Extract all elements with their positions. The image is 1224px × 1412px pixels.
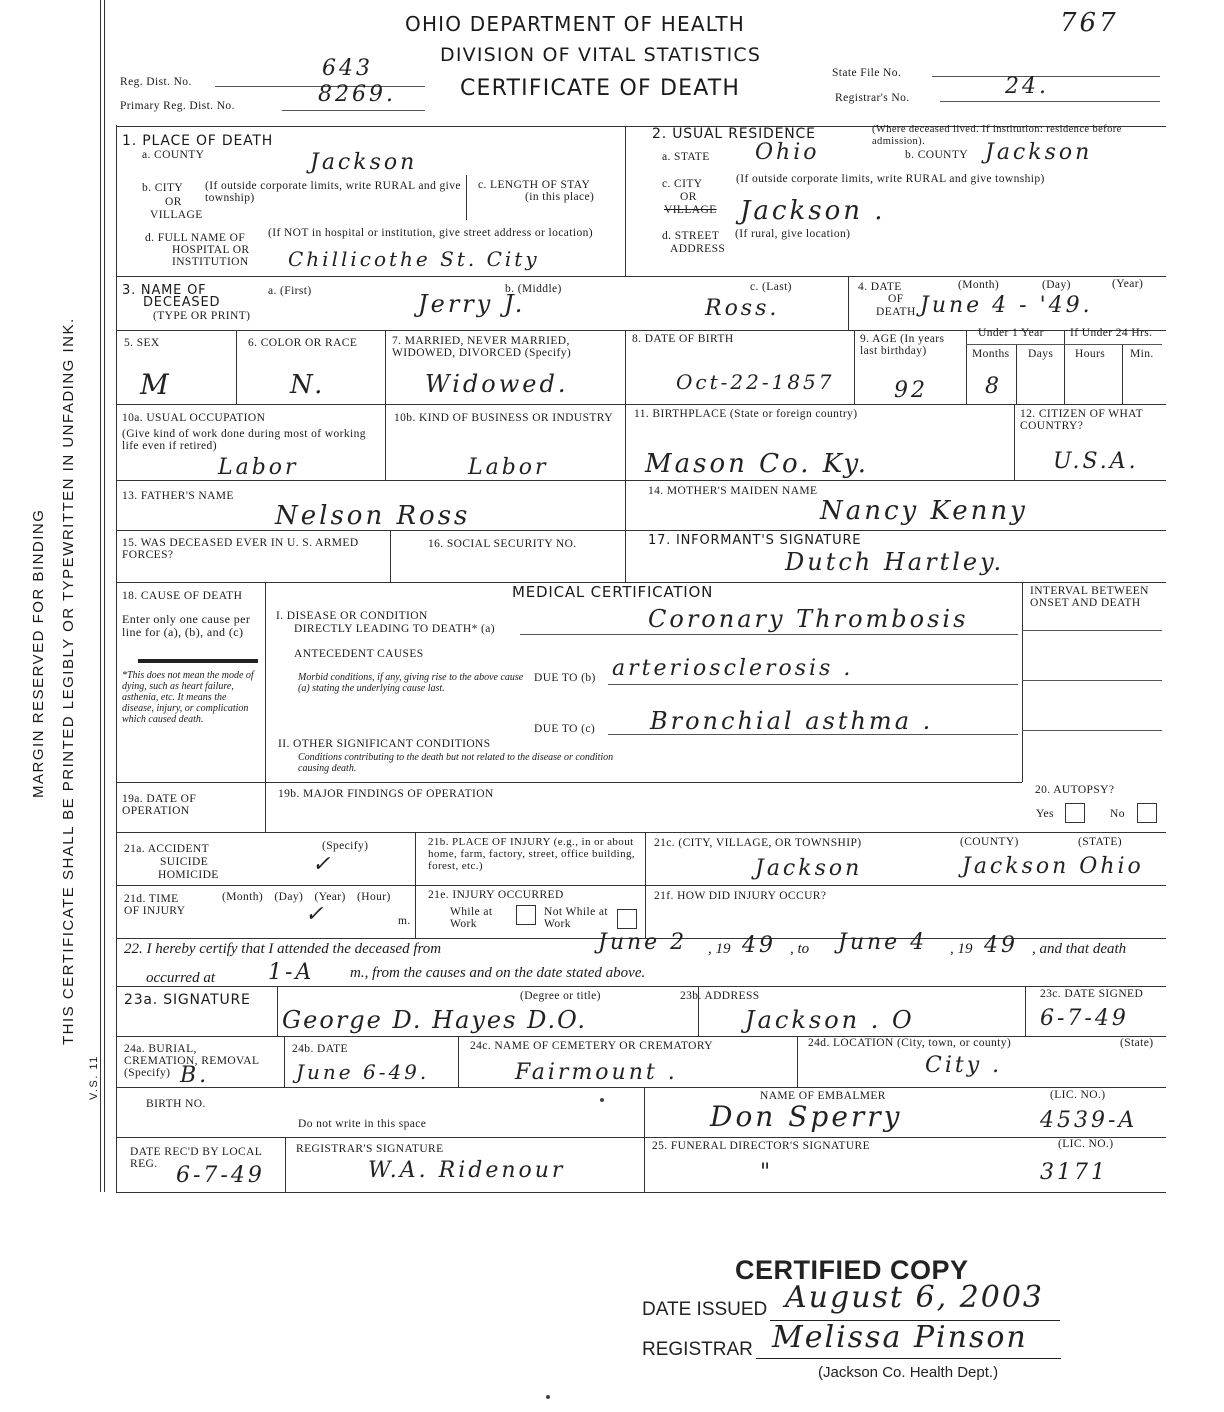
pod-hospital-label-c: INSTITUTION (172, 256, 249, 268)
time-injury-label: 21d. TIME OF INJURY (124, 893, 186, 917)
registrar-line (756, 1358, 1061, 1359)
vdiv-22 (458, 1036, 459, 1087)
pod-stay-label: c. LENGTH OF STAY (478, 179, 591, 191)
vdiv-11 (1122, 344, 1123, 404)
certify-to-value: June 4 (838, 930, 928, 955)
vdiv-5 (385, 330, 386, 480)
health-dept-label: (Jackson Co. Health Dept.) (818, 1364, 999, 1381)
vdiv-14 (265, 582, 266, 832)
dod-month-label: (Month) (958, 279, 1000, 291)
place-injury-label: 21b. PLACE OF INJURY (e.g., in or about home, farm, factory, street, office building, forest, etc.) (428, 836, 636, 872)
suicide-label: SUICIDE (160, 856, 209, 868)
rec-value: 6-7-49 (176, 1163, 265, 1188)
mother-label: 14. MOTHER'S MAIDEN NAME (648, 485, 818, 497)
due-c-label: DUE TO (c) (534, 723, 596, 735)
last-name-value: Ross. (705, 296, 780, 321)
time-cols-label: (Month) (Day) (Year) (Hour) (222, 891, 391, 903)
vdiv-13 (390, 530, 391, 582)
cause-a-value: Coronary Thrombosis (648, 605, 969, 633)
embalmer-value: Don Sperry (710, 1100, 903, 1133)
specify-label: (Specify) (322, 840, 369, 852)
cause-footnote: *This does not mean the mode of dying, such as heart failure, asthenia, etc. It means the disease, injury, or complication which caused death. (122, 670, 254, 725)
pod-hospital-label-a: d. FULL NAME OF (145, 232, 246, 244)
place-of-death-label: 1. PLACE OF DEATH (122, 133, 274, 149)
autopsy-label: 20. AUTOPSY? (1035, 784, 1115, 796)
burial-date-value: June 6-49. (296, 1060, 430, 1084)
dod-label-c: DEATH (876, 306, 916, 318)
hours-label: Hours (1075, 348, 1106, 360)
reg-dist-value: 643 (322, 56, 373, 81)
months-value: 8 (985, 374, 1002, 399)
pod-village-label: VILLAGE (150, 209, 203, 221)
binding-margin-note: MARGIN RESERVED FOR BINDING (30, 508, 47, 798)
vdiv-17 (645, 832, 646, 938)
age-label: 9. AGE (In years last birthday) (860, 333, 945, 357)
degree-label: (Degree or title) (520, 990, 601, 1002)
cause-label: 18. CAUSE OF DEATH (122, 590, 243, 602)
residence-note: (Where deceased lived. If institution: residence before admission). (872, 124, 1122, 147)
form-left-border (100, 0, 101, 1192)
cemetery-label: 24c. NAME OF CEMETERY OR CREMATORY (470, 1040, 713, 1052)
interval-line-b (1022, 680, 1162, 681)
directly-label: DIRECTLY LEADING TO DEATH* (a) (294, 623, 495, 635)
cemetery-value: Fairmount . (515, 1060, 678, 1085)
armed-forces-label: 15. WAS DECEASED EVER IN U. S. ARMED FORCES? (122, 537, 359, 561)
time-value: ✓ (305, 902, 327, 927)
medical-cert-title: MEDICAL CERTIFICATION (512, 583, 714, 601)
sex-value: M (140, 368, 172, 401)
certify-to-label: , to (790, 941, 810, 957)
rule-4 (116, 404, 1166, 405)
location-state-label: (State) (1120, 1037, 1154, 1049)
dept-title: OHIO DEPARTMENT OF HEALTH (405, 12, 745, 36)
rec-label: DATE REC'D BY LOCAL REG. (130, 1146, 262, 1170)
res-village-label: VILLAGE (664, 204, 717, 216)
res-or-label: OR (680, 191, 697, 203)
residence-label: 2. USUAL RESIDENCE (652, 126, 816, 142)
injury-county-state-value: Jackson Ohio (962, 854, 1144, 879)
vdiv-4 (236, 330, 237, 404)
cause-note: Enter only one cause per line for (a), (b), and (c) (122, 612, 251, 639)
autopsy-no-checkbox[interactable] (1137, 803, 1157, 823)
father-value: Nelson Ross (275, 501, 471, 531)
injury-state-label: (STATE) (1078, 836, 1123, 848)
certify-text-c: m., from the causes and on the date stated above. (350, 965, 646, 981)
cause-b-value: arteriosclerosis . (612, 656, 854, 681)
dob-label: 8. DATE OF BIRTH (632, 333, 734, 345)
name-label-b: DECEASED (143, 295, 221, 310)
m-label: m. (398, 915, 411, 927)
mother-value: Nancy Kenny (820, 496, 1028, 526)
morbid-note: Morbid conditions, if any, giving rise to the above cause (a) stating the underlying cause last. (298, 672, 524, 694)
disease-label: I. DISEASE OR CONDITION (276, 610, 428, 622)
res-city-note: (If outside corporate limits, write RURAL and give township) (736, 173, 1045, 185)
vdiv-1 (625, 126, 626, 276)
date-signed-label: 23c. DATE SIGNED (1040, 988, 1144, 1000)
name-label-c: (TYPE OR PRINT) (153, 310, 251, 322)
certified-copy-title: CERTIFIED COPY (735, 1255, 969, 1285)
other-label: II. OTHER SIGNIFICANT CONDITIONS (278, 738, 491, 750)
certify-time-value: 1-A (268, 960, 315, 985)
vdiv-8 (966, 330, 967, 404)
business-label: 10b. KIND OF BUSINESS OR INDUSTRY (394, 412, 613, 424)
primary-reg-label: Primary Reg. Dist. No. (120, 100, 235, 112)
married-label: 7. MARRIED, NEVER MARRIED, WIDOWED, DIVORCED (Specify) (392, 335, 572, 359)
injury-county-label: (COUNTY) (960, 836, 1019, 848)
registrar-label: REGISTRAR (642, 1339, 753, 1360)
rule-5 (116, 480, 1166, 481)
registrar-no-value: 24. (1005, 74, 1049, 99)
date-signed-value: 6-7-49 (1040, 1006, 1129, 1031)
vdiv-15 (1022, 582, 1023, 782)
rule-9 (116, 885, 1166, 886)
pod-county-value: Jackson (310, 150, 418, 175)
pod-city-note: (If outside corporate limits, write RURAL and give township) (205, 180, 461, 204)
date-issued-label: DATE ISSUED (642, 1299, 768, 1320)
how-injury-label: 21f. HOW DID INJURY OCCUR? (654, 890, 827, 902)
legibility-note: THIS CERTIFICATE SHALL BE PRINTED LEGIBLY OR TYPEWRITTEN IN UNFADING INK. (60, 317, 77, 1045)
dod-year-label: (Year) (1112, 278, 1144, 290)
name-label-a: 3. NAME OF (122, 283, 207, 298)
vdiv-16 (415, 832, 416, 938)
interval-line-a (1022, 630, 1162, 631)
vdiv-25 (644, 1087, 645, 1192)
birthplace-value: Mason Co. Ky. (645, 449, 870, 479)
scan-dot (546, 1395, 550, 1399)
interval-line-c (1022, 730, 1162, 731)
cause-b-line (608, 684, 1018, 685)
form-left-border-3 (116, 125, 117, 1193)
injury-city-value: Jackson (755, 856, 863, 881)
certify-line-1 (124, 941, 441, 958)
certificate-title: CERTIFICATE OF DEATH (460, 76, 741, 101)
dod-label-a: 4. DATE (858, 281, 902, 293)
certify-year-prefix-2: , 19 (950, 941, 973, 957)
pod-city-label: b. CITY (142, 182, 184, 194)
res-address-label: ADDRESS (670, 243, 726, 255)
informant-value: Dutch Hartley. (785, 548, 1005, 576)
min-label: Min. (1130, 348, 1154, 360)
occupation-value: Labor (218, 455, 299, 480)
cause-note-bar (138, 659, 258, 663)
pod-county-label: a. COUNTY (142, 149, 205, 161)
dob-value: Oct-22-1857 (676, 370, 835, 394)
pod-or-label: OR (165, 196, 182, 208)
pod-stay-note: (in this place) (525, 191, 595, 203)
homicide-label: HOMICIDE (158, 869, 219, 881)
res-county-value: Jackson (985, 140, 1093, 165)
signature-label: 23a. SIGNATURE (124, 992, 251, 1008)
accident-label: 21a. ACCIDENT (124, 843, 210, 855)
signature-value: George D. Hayes D.O. (282, 1006, 587, 1034)
funeral-label: 25. FUNERAL DIRECTOR'S SIGNATURE (652, 1140, 871, 1152)
rule-11 (116, 986, 1166, 987)
autopsy-yes-label: Yes (1036, 808, 1054, 820)
vdiv-24 (285, 1137, 286, 1192)
corner-number: 767 (1060, 8, 1119, 38)
res-state-label: a. STATE (662, 151, 710, 163)
vdiv-21 (284, 1036, 285, 1087)
birth-no-label: BIRTH NO. (146, 1098, 206, 1110)
res-county-label: b. COUNTY (905, 149, 969, 161)
married-value: Widowed. (425, 370, 569, 398)
dod-value: June 4 - '49. (920, 293, 1093, 318)
embalmer-lic-value: 4539-A (1040, 1108, 1138, 1133)
first-name-label: a. (First) (268, 285, 312, 297)
certify-from-year: 49 (742, 933, 776, 958)
reg-dist-label: Reg. Dist. No. (120, 76, 192, 88)
certify-text-a: 22. I hereby certify that I attended the deceased from (124, 941, 442, 957)
vdiv-6 (625, 330, 626, 582)
father-label: 13. FATHER'S NAME (122, 490, 234, 502)
rule-2 (116, 276, 1166, 277)
first-name-value: Jerry J. (418, 290, 526, 318)
rule-13 (116, 1087, 1166, 1088)
res-city-label: c. CITY (662, 178, 703, 190)
autopsy-no-label: No (1110, 808, 1125, 820)
cause-c-value: Bronchial asthma . (650, 707, 934, 735)
pod-hospital-note: (If NOT in hospital or institution, give street address or location) (268, 227, 593, 239)
certify-year-prefix-1: , 19 (708, 941, 731, 957)
not-while-work-checkbox[interactable] (617, 909, 637, 929)
ssn-label: 16. SOCIAL SECURITY NO. (428, 538, 577, 550)
res-street-label: d. STREET (662, 230, 720, 242)
rule-6 (116, 530, 1166, 531)
vdiv-23 (797, 1036, 798, 1087)
citizen-value: U.S.A. (1053, 449, 1139, 474)
race-label: 6. COLOR OR RACE (248, 337, 358, 349)
registrar-no-line (940, 101, 1160, 102)
medical-bottom (116, 782, 1022, 783)
last-name-label: c. (Last) (750, 281, 792, 293)
findings-label: 19b. MAJOR FINDINGS OF OPERATION (278, 788, 494, 800)
under-1-label: Under 1 Year (978, 327, 1044, 339)
registrar-sig-value: W.A. Ridenour (368, 1158, 566, 1183)
funeral-lic-label: (LIC. NO.) (1058, 1138, 1114, 1150)
registrar-no-label: Registrar's No. (835, 92, 910, 104)
occupation-note: (Give kind of work done during most of working life even if retired) (122, 428, 366, 452)
sex-label: 5. SEX (124, 337, 160, 349)
vdiv-3 (848, 276, 849, 330)
embalmer-lic-label: (LIC. NO.) (1050, 1089, 1106, 1101)
burial-label: 24a. BURIAL, CREMATION, REMOVAL (Specify) (124, 1043, 259, 1079)
cause-a-line (520, 634, 1018, 635)
antecedent-label: ANTECEDENT CAUSES (294, 648, 424, 660)
address-value: Jackson . O (745, 1006, 915, 1034)
rule-14 (116, 1137, 1166, 1138)
race-value: N. (290, 370, 326, 400)
operation-date-label: 19a. DATE OF OPERATION (122, 793, 197, 817)
while-at-work-label: While at Work (450, 906, 493, 930)
vdiv-10 (1064, 330, 1065, 404)
res-street-note: (If rural, give location) (735, 228, 851, 240)
while-at-work-checkbox[interactable] (516, 905, 536, 925)
primary-reg-value: 8269. (318, 82, 396, 107)
registrar-sig-label: REGISTRAR'S SIGNATURE (296, 1143, 444, 1155)
primary-reg-line (282, 110, 425, 111)
registrar-value: Melissa Pinson (772, 1320, 1028, 1355)
form-bottom-border (116, 1192, 1166, 1193)
dod-label-b: OF (888, 293, 904, 305)
vdiv-12 (1014, 404, 1015, 480)
certify-text-b: , and that death (1032, 941, 1127, 957)
rule-8 (116, 832, 1166, 833)
pod-hospital-label-b: HOSPITAL OR (172, 244, 250, 256)
citizen-label: 12. CITIZEN OF WHAT COUNTRY? (1020, 408, 1143, 432)
vdiv-9 (1016, 344, 1017, 404)
certify-to-year: 49 (984, 933, 1018, 958)
injury-city-label: 21c. (CITY, VILLAGE, OR TOWNSHIP) (654, 837, 862, 849)
state-file-label: State File No. (832, 67, 902, 79)
occupation-label: 10a. USUAL OCCUPATION (122, 412, 266, 424)
middle-name-label: b. (Middle) (505, 283, 562, 295)
date-issued-value: August 6, 2003 (785, 1280, 1045, 1315)
vdiv-20 (1025, 986, 1026, 1036)
informant-label: 17. INFORMANT'S SIGNATURE (648, 533, 862, 548)
business-value: Labor (468, 455, 549, 480)
birthplace-label: 11. BIRTHPLACE (State or foreign country) (634, 408, 858, 420)
interval-label: INTERVAL BETWEEN ONSET AND DEATH (1030, 585, 1149, 609)
funeral-value: " (760, 1160, 774, 1185)
dod-day-label: (Day) (1042, 279, 1071, 291)
days-label: Days (1028, 348, 1054, 360)
age-value: 92 (894, 378, 928, 403)
scan-dot (600, 1098, 604, 1102)
form-left-border-2 (104, 0, 105, 1192)
age-subrule (966, 344, 1162, 345)
res-city-value: Jackson . (740, 196, 886, 226)
division-title: DIVISION OF VITAL STATISTICS (440, 44, 762, 66)
under-24-label: If Under 24 Hrs. (1070, 327, 1153, 339)
do-not-write-label: Do not write in this space (298, 1118, 427, 1130)
occurred-label: 21e. INJURY OCCURRED (428, 889, 564, 901)
not-while-work-label: Not While at Work (544, 906, 608, 930)
pod-hospital-value: Chillicothe St. City (288, 247, 540, 271)
months-label: Months (972, 348, 1010, 360)
form-code: V.S. 11 (88, 1055, 100, 1100)
location-label: 24d. LOCATION (City, town, or county) (808, 1037, 1012, 1049)
certify-from-value: June 2 (598, 930, 688, 955)
due-b-label: DUE TO (b) (534, 672, 596, 684)
certify-occurred-label: occurred at (146, 970, 216, 986)
autopsy-yes-checkbox[interactable] (1065, 803, 1085, 823)
location-value: City . (925, 1053, 1003, 1078)
vdiv-2 (466, 175, 467, 220)
vdiv-7 (854, 330, 855, 404)
specify-value: ✓ (312, 852, 334, 877)
address-label: 23b. ADDRESS (680, 990, 760, 1002)
funeral-lic-value: 3171 (1040, 1160, 1108, 1185)
burial-value: B. (180, 1063, 210, 1088)
burial-date-label: 24b. DATE (292, 1043, 348, 1055)
other-note: Conditions contributing to the death but not related to the disease or condition causing death. (298, 752, 614, 774)
vdiv-18 (277, 986, 278, 1036)
embalmer-label: NAME OF EMBALMER (760, 1090, 886, 1102)
res-state-value: Ohio (755, 140, 820, 165)
